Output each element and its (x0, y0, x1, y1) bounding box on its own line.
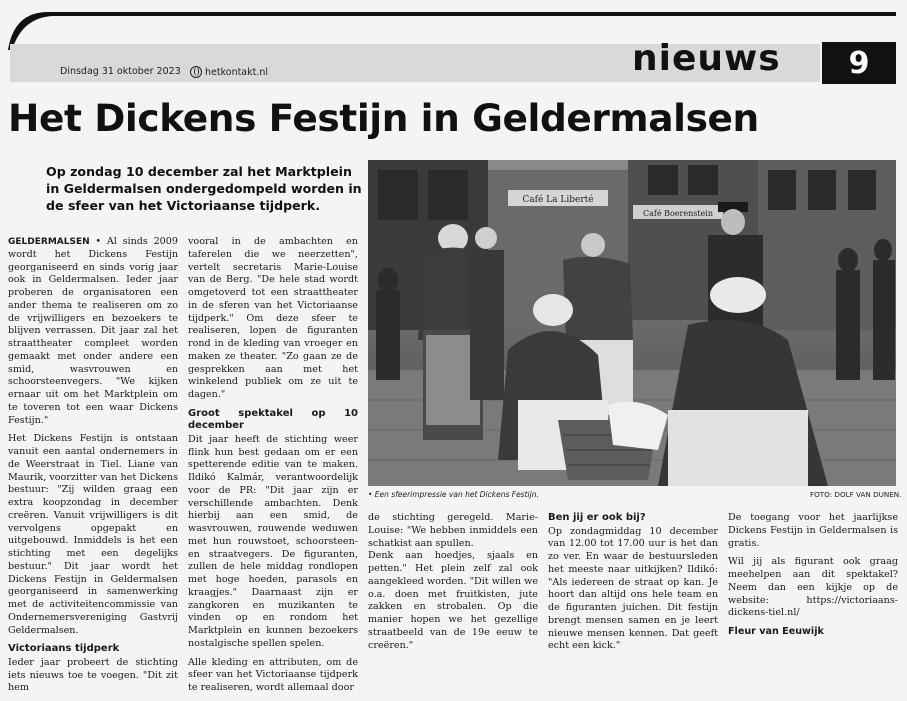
issue-date: Dinsdag 31 oktober 2023 (60, 66, 181, 77)
section-title: nieuws (632, 38, 781, 79)
article-column-4 (548, 508, 718, 659)
article-lead: Op zondag 10 december zal het Marktplein in Geldermalsen ondergedompeld worden in de sfeer van het Victoriaanse tijdperk. (46, 164, 362, 213)
article-author: Fleur van Eeuwijk (728, 626, 824, 637)
festival-photo (368, 160, 896, 486)
paragraph: Denk aan hoedjes, sjaals en petten." Het plein zelf zal ook aangekleed worden. "Dit willen we o.a. doen met fruitkisten, jute zakken en strobalen. Op die manier hopen we het gezellige straatbeeld van de 19e eeuw te creëren." (368, 550, 538, 651)
dateline-place: GELDERMALSEN (8, 237, 90, 247)
paragraph: Wil jij als figurant ook graag meehelpen aan dit spektakel? Neem dan een kijkje op de website: https://victoriaans-dickens-tiel.nl/ (728, 556, 898, 619)
photo-illustration (368, 160, 896, 486)
subheading: Groot spektakel op 10 december (188, 407, 358, 432)
page-number: 9 (822, 42, 896, 84)
paragraph: Dit jaar heeft de stichting weer flink hun best gedaan om er een spetterende editie van te maken. Ildikó Kalmár, verantwoordelijk voor de PR: "Dit jaar zijn er verschillende ambachten. Denk hierbij aan een smid, de wasvrouwen, rouwende weduwen met hun rouwstoet, schoorsteen- en straatvegers. De figuranten, zullen de hele middag rondlopen met hoge hoeden, parasols en kraagjes." Daarnaast zijn er zangkoren en muzikanten te vinden op en rondom het Marktplein en kunnen bezoekers nostalgische spellen spelen. (188, 433, 358, 649)
paragraph: vooral in de ambachten en taferelen die we neerzetten", vertelt secretaris Marie-Louise van de Berg. "De hele stad wordt omgetoverd tot een straattheater in de sferen van het Victoriaanse tijdperk." Om deze sfeer te realiseren, lopen de figuranten rond in de kleding van vroeger en maken ze theater. "Zo gaan ze de gesprekken aan met het winkelend publiek om ze uit te dagen." (188, 236, 358, 400)
paragraph: GELDERMALSEN • Al sinds 2009 wordt het Dickens Festijn georganiseerd en sinds vorig jaar ook in Geldermalsen. Ieder jaar proberen de organisatoren een ander thema te realiseren om zo de vrijwilligers en bezoekers te blijven verrassen. Dit jaar zal het straattheater compleet worden gemaakt met onder andere een smid, wasvrouwen en schoorsteenvegers. "We kijken ernaar uit om het Marktplein om te toveren tot een waar Dickens Festijn." (8, 236, 178, 426)
paragraph: Alle kleding en attributen, om de sfeer van het Victoriaanse tijdperk te realiseren, wordt allemaal door (188, 656, 358, 693)
article-column-3 (368, 512, 538, 658)
subheading: Victoriaans tijdperk (8, 643, 120, 655)
subheading: Ben jij er ook bij? (548, 512, 646, 523)
cafe-sign-2: Café Boerenstein (642, 209, 714, 218)
website-url[interactable]: hetkontakt.nl (205, 66, 269, 78)
paragraph: de stichting geregeld. Marie-Louise: "We hebben inmiddels een schatkist aan spullen. (368, 512, 538, 549)
article-column-1 (8, 236, 178, 701)
article-column-5 (728, 512, 898, 645)
photo-caption: • Een sfeerimpressie van het Dickens Festijn. (368, 490, 539, 499)
globe-icon (190, 66, 202, 78)
cafe-sign-1: Café La Liberté (522, 195, 594, 205)
article-column-2 (188, 236, 358, 701)
paragraph: Ieder jaar probeert de stichting iets nieuws toe te voegen. "Dit zit hem (8, 656, 178, 694)
photo-credit: FOTO: DOLF VAN DUNEN. (810, 490, 902, 499)
paragraph: De toegang voor het jaarlijkse Dickens Festijn in Geldermalsen is gratis. (728, 512, 898, 549)
paragraph: Op zondagmiddag 10 december van 12.00 tot 17.00 uur is het dan zo ver. En waar de bestuursleden het meeste naar uitkijken? Ildikó: "Als iedereen de straat op kan. Je hoort dan altijd ons hele team en de figuranten juichen. Dit festijn brengt mensen samen en je leert nieuwe mensen kennen. Dat geeft echt een kick." (548, 525, 718, 652)
article-headline: Het Dickens Festijn in Geldermalsen (8, 96, 759, 140)
paragraph: Het Dickens Festijn is ontstaan vanuit een aantal ondernemers in de Weerstraat in Tiel. Liane van Maurik, voorzitter van het Dickens bestuur: "Zij wilden graag een extra koopzondag in december creëren. Vanuit vrijwilligers is dit vervolgens opgepakt en uitgebouwd. Inmiddels is het een stichting met een degelijks bestuur." Dit jaar wordt het Dickens Festijn in Geldermalsen georganiseerd in samenwerking met de activiteitencommissie van Ondernemersvereniging Gastvrij Geldermalsen. (8, 433, 178, 636)
website-label[interactable] (190, 66, 268, 78)
